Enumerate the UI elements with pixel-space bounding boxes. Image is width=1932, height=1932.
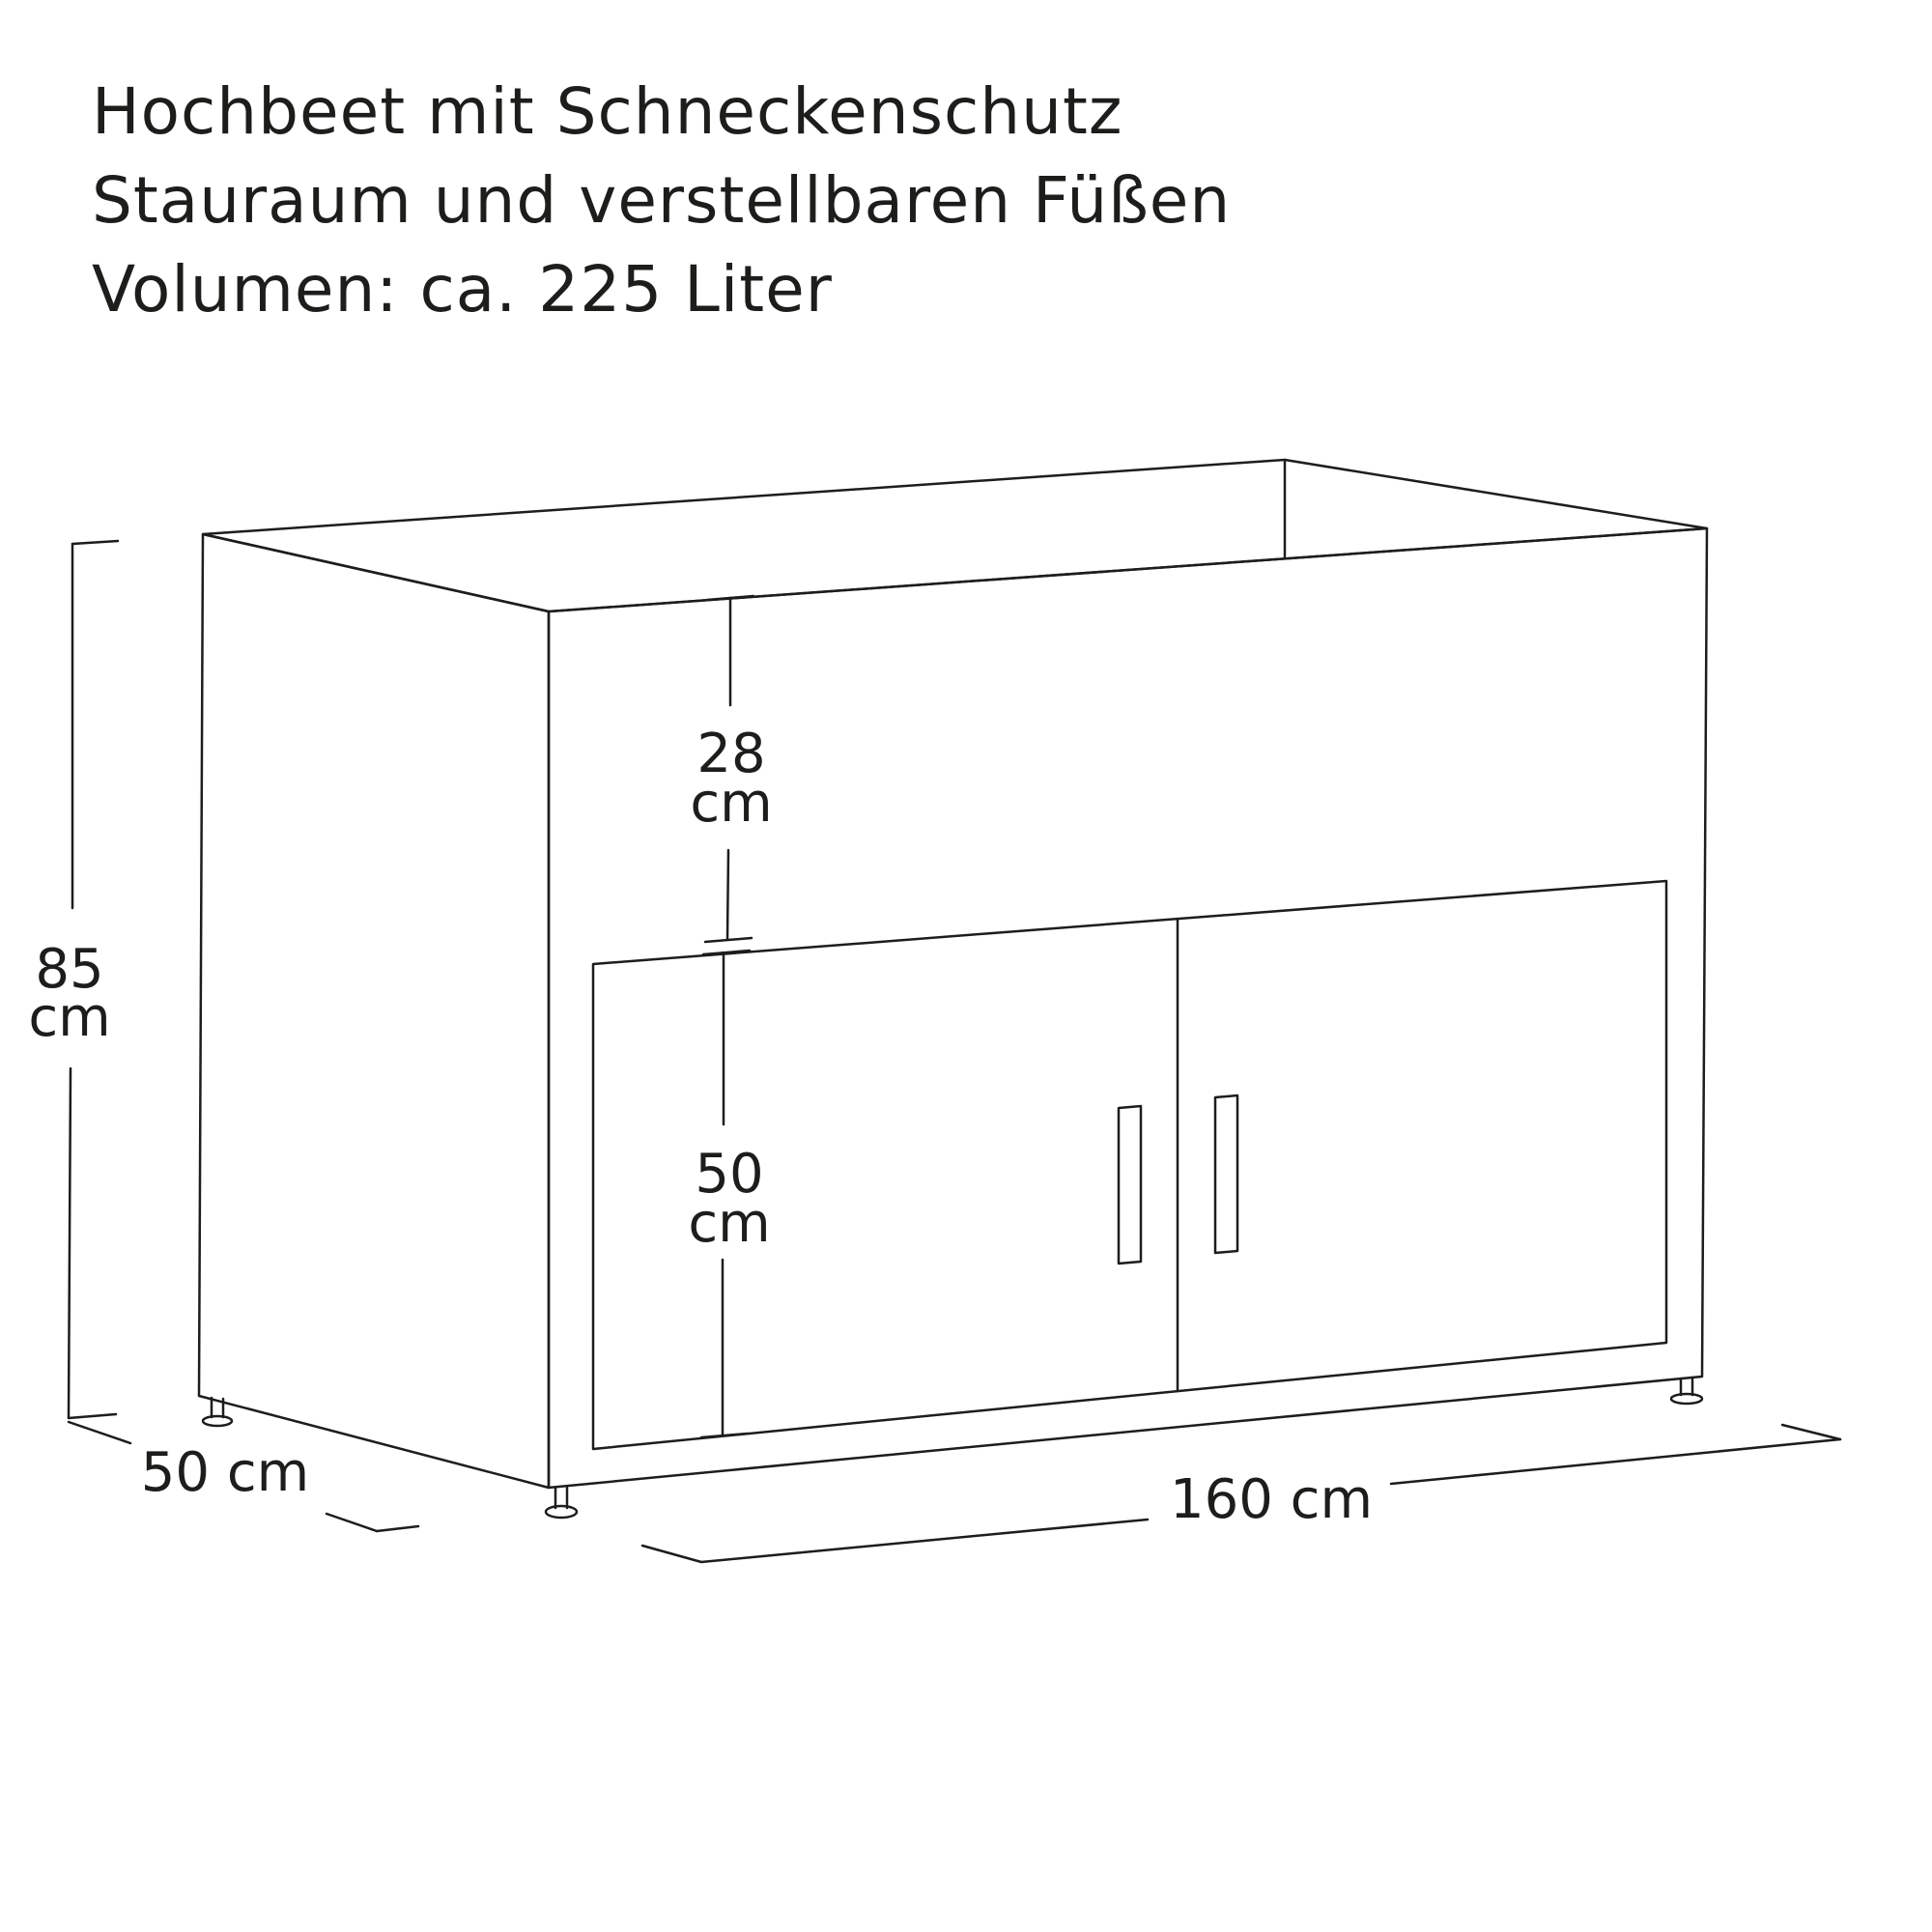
feature-line: Stauraum und verstellbaren Füßen bbox=[92, 163, 1232, 238]
volume-line: Volumen: ca. 225 Liter bbox=[92, 252, 833, 327]
height-unit-label: cm bbox=[28, 986, 111, 1049]
top-rim bbox=[203, 460, 1707, 611]
depth-label: 50 cm bbox=[140, 1441, 310, 1504]
foot-front-left bbox=[546, 1488, 577, 1518]
right-door-handle bbox=[1215, 1095, 1237, 1253]
left-side-panel bbox=[199, 534, 549, 1488]
left-door-handle bbox=[1119, 1106, 1141, 1264]
storage-height-value-label: 50 bbox=[695, 1143, 764, 1206]
title-line: Hochbeet mit Schneckenschutz bbox=[92, 74, 1123, 149]
storage-height-unit-label: cm bbox=[688, 1192, 771, 1255]
planter-depth-value-label: 28 bbox=[696, 723, 766, 785]
foot-front-right bbox=[1671, 1378, 1702, 1404]
width-label: 160 cm bbox=[1169, 1468, 1374, 1531]
planter-depth-unit-label: cm bbox=[690, 772, 773, 835]
height-value-label: 85 bbox=[35, 938, 104, 1001]
foot-left-back bbox=[203, 1398, 232, 1426]
